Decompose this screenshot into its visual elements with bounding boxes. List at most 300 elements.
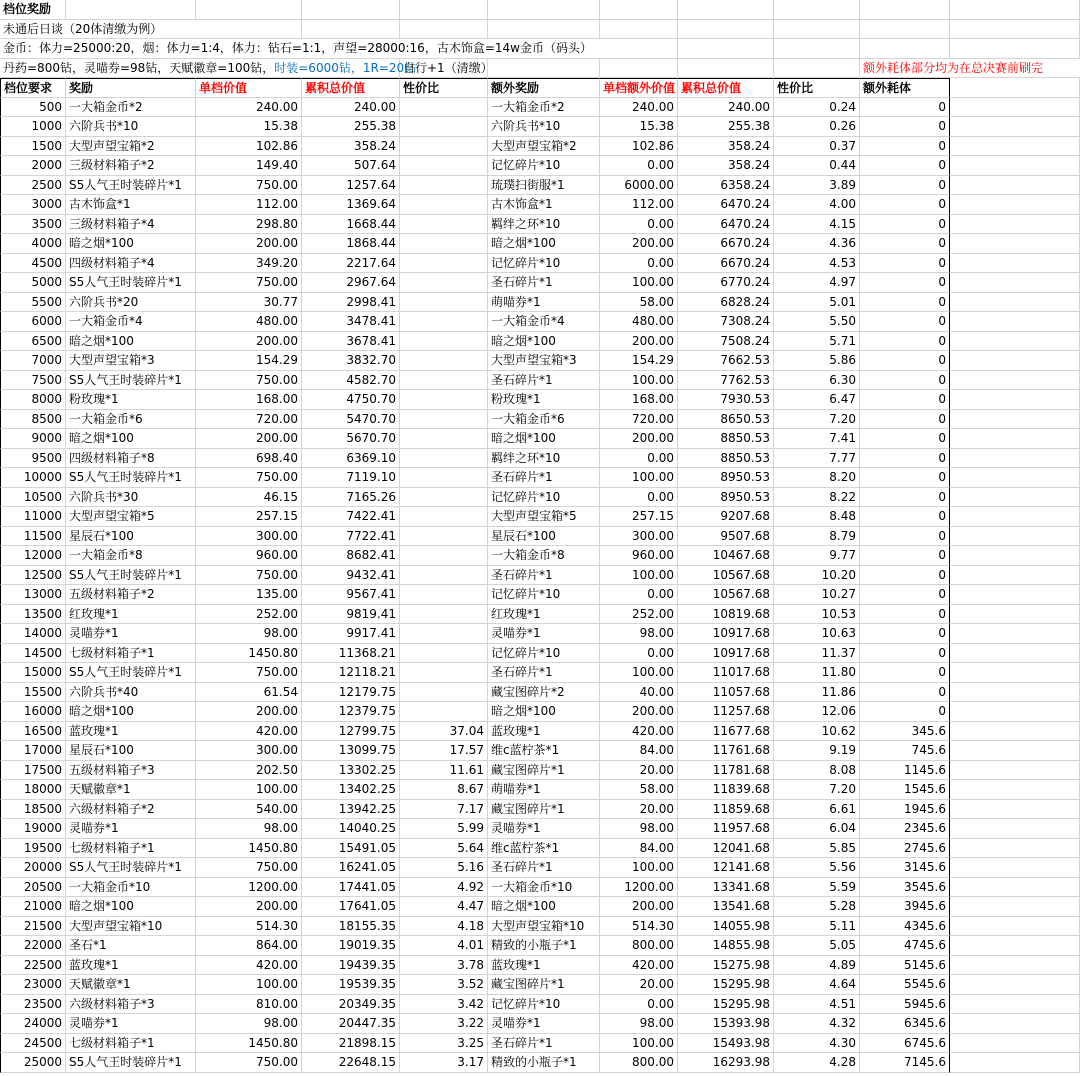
extra-stamina-cell[interactable]: 0 xyxy=(860,488,950,508)
cost-ratio-cell[interactable] xyxy=(400,566,488,586)
extra-tier-value-cell[interactable]: 200.00 xyxy=(600,897,678,917)
extra-cost-ratio-cell[interactable]: 5.28 xyxy=(774,897,860,917)
extra-tier-value-cell[interactable]: 200.00 xyxy=(600,429,678,449)
cost-ratio-cell[interactable] xyxy=(400,429,488,449)
empty-cell[interactable] xyxy=(950,839,1080,859)
reward-cell[interactable]: 古木饰盒*1 xyxy=(66,195,196,215)
cumulative-value-cell[interactable]: 4582.70 xyxy=(302,371,400,391)
extra-cumulative-value-cell[interactable]: 6828.24 xyxy=(678,293,774,313)
extra-tier-value-cell[interactable]: 112.00 xyxy=(600,195,678,215)
extra-reward-cell[interactable]: 藏宝图碎片*1 xyxy=(488,800,600,820)
reward-cell[interactable]: S5人气王时装碎片*1 xyxy=(66,176,196,196)
extra-tier-value-cell[interactable]: 200.00 xyxy=(600,234,678,254)
tier-requirement-cell[interactable]: 4500 xyxy=(0,254,66,274)
reward-cell[interactable]: 大型声望宝箱*5 xyxy=(66,507,196,527)
extra-cumulative-value-cell[interactable]: 11859.68 xyxy=(678,800,774,820)
empty-cell[interactable] xyxy=(950,332,1080,352)
extra-cumulative-value-cell[interactable]: 11761.68 xyxy=(678,741,774,761)
empty-cell[interactable] xyxy=(950,975,1080,995)
extra-stamina-cell[interactable]: 5545.6 xyxy=(860,975,950,995)
empty-cell[interactable] xyxy=(950,605,1080,625)
tier-requirement-cell[interactable]: 16500 xyxy=(0,722,66,742)
cumulative-value-cell[interactable]: 2967.64 xyxy=(302,273,400,293)
extra-tier-value-cell[interactable]: 0.00 xyxy=(600,254,678,274)
extra-cost-ratio-cell[interactable]: 7.77 xyxy=(774,449,860,469)
tier-value-cell[interactable]: 200.00 xyxy=(196,702,302,722)
extra-tier-value-cell[interactable]: 800.00 xyxy=(600,936,678,956)
extra-tier-value-cell[interactable]: 800.00 xyxy=(600,1053,678,1073)
reward-cell[interactable]: 暗之烟*100 xyxy=(66,234,196,254)
cost-ratio-cell[interactable] xyxy=(400,293,488,313)
reward-cell[interactable]: S5人气王时装碎片*1 xyxy=(66,468,196,488)
tier-value-cell[interactable]: 750.00 xyxy=(196,468,302,488)
extra-reward-cell[interactable]: 一大箱金币*4 xyxy=(488,312,600,332)
tier-value-cell[interactable]: 46.15 xyxy=(196,488,302,508)
extra-cost-ratio-cell[interactable]: 9.19 xyxy=(774,741,860,761)
extra-stamina-cell[interactable]: 6745.6 xyxy=(860,1034,950,1054)
cost-ratio-cell[interactable]: 7.17 xyxy=(400,800,488,820)
extra-reward-cell[interactable]: 记忆碎片*10 xyxy=(488,995,600,1015)
reward-cell[interactable]: 暗之烟*100 xyxy=(66,897,196,917)
tier-value-cell[interactable]: 810.00 xyxy=(196,995,302,1015)
extra-cumulative-value-cell[interactable]: 6670.24 xyxy=(678,254,774,274)
cost-ratio-cell[interactable]: 5.16 xyxy=(400,858,488,878)
cumulative-value-cell[interactable]: 12179.75 xyxy=(302,683,400,703)
tier-requirement-cell[interactable]: 22500 xyxy=(0,956,66,976)
cumulative-value-cell[interactable]: 1668.44 xyxy=(302,215,400,235)
extra-cost-ratio-cell[interactable]: 10.53 xyxy=(774,605,860,625)
extra-cost-ratio-cell[interactable]: 0.44 xyxy=(774,156,860,176)
extra-cumulative-value-cell[interactable]: 10567.68 xyxy=(678,566,774,586)
tier-requirement-cell[interactable]: 14000 xyxy=(0,624,66,644)
extra-stamina-cell[interactable]: 3945.6 xyxy=(860,897,950,917)
tier-value-cell[interactable]: 1450.80 xyxy=(196,1034,302,1054)
extra-stamina-cell[interactable]: 5145.6 xyxy=(860,956,950,976)
reward-cell[interactable]: 天赋徽章*1 xyxy=(66,975,196,995)
empty-cell[interactable] xyxy=(950,156,1080,176)
tier-requirement-cell[interactable]: 3500 xyxy=(0,215,66,235)
tier-value-cell[interactable]: 750.00 xyxy=(196,371,302,391)
tier-value-cell[interactable]: 514.30 xyxy=(196,917,302,937)
extra-reward-cell[interactable]: 大型声望宝箱*2 xyxy=(488,137,600,157)
extra-cost-ratio-cell[interactable]: 4.36 xyxy=(774,234,860,254)
extra-cumulative-value-cell[interactable]: 6670.24 xyxy=(678,234,774,254)
extra-tier-value-cell[interactable]: 100.00 xyxy=(600,468,678,488)
extra-stamina-cell[interactable]: 0 xyxy=(860,176,950,196)
extra-stamina-cell[interactable]: 0 xyxy=(860,546,950,566)
extra-stamina-cell[interactable]: 2745.6 xyxy=(860,839,950,859)
tier-requirement-cell[interactable]: 21000 xyxy=(0,897,66,917)
extra-stamina-cell[interactable]: 1945.6 xyxy=(860,800,950,820)
cumulative-value-cell[interactable]: 12379.75 xyxy=(302,702,400,722)
extra-tier-value-cell[interactable]: 420.00 xyxy=(600,956,678,976)
extra-tier-value-cell[interactable]: 960.00 xyxy=(600,546,678,566)
tier-requirement-cell[interactable]: 22000 xyxy=(0,936,66,956)
extra-stamina-cell[interactable]: 0 xyxy=(860,137,950,157)
extra-cost-ratio-cell[interactable]: 6.04 xyxy=(774,819,860,839)
cost-ratio-cell[interactable] xyxy=(400,585,488,605)
tier-value-cell[interactable]: 257.15 xyxy=(196,507,302,527)
tier-value-cell[interactable]: 1450.80 xyxy=(196,644,302,664)
extra-tier-value-cell[interactable]: 6000.00 xyxy=(600,176,678,196)
tier-value-cell[interactable]: 15.38 xyxy=(196,117,302,137)
extra-cost-ratio-cell[interactable]: 4.30 xyxy=(774,1034,860,1054)
extra-cumulative-value-cell[interactable]: 10917.68 xyxy=(678,644,774,664)
extra-reward-cell[interactable]: 圣石碎片*1 xyxy=(488,1034,600,1054)
tier-value-cell[interactable]: 750.00 xyxy=(196,858,302,878)
reward-cell[interactable]: 粉玫瑰*1 xyxy=(66,390,196,410)
extra-cost-ratio-cell[interactable]: 4.15 xyxy=(774,215,860,235)
extra-cost-ratio-cell[interactable]: 4.64 xyxy=(774,975,860,995)
extra-tier-value-cell[interactable]: 100.00 xyxy=(600,273,678,293)
extra-cumulative-value-cell[interactable]: 11957.68 xyxy=(678,819,774,839)
extra-cumulative-value-cell[interactable]: 7762.53 xyxy=(678,371,774,391)
extra-tier-value-cell[interactable]: 257.15 xyxy=(600,507,678,527)
cost-ratio-cell[interactable] xyxy=(400,449,488,469)
extra-cumulative-value-cell[interactable]: 13541.68 xyxy=(678,897,774,917)
tier-value-cell[interactable]: 750.00 xyxy=(196,663,302,683)
extra-cumulative-value-cell[interactable]: 6470.24 xyxy=(678,195,774,215)
empty-cell[interactable] xyxy=(950,702,1080,722)
extra-cumulative-value-cell[interactable]: 15295.98 xyxy=(678,975,774,995)
tier-value-cell[interactable]: 698.40 xyxy=(196,449,302,469)
empty-cell[interactable] xyxy=(950,527,1080,547)
extra-cumulative-value-cell[interactable]: 10467.68 xyxy=(678,546,774,566)
cost-ratio-cell[interactable] xyxy=(400,234,488,254)
extra-cost-ratio-cell[interactable]: 5.56 xyxy=(774,858,860,878)
extra-reward-cell[interactable]: 灵喵券*1 xyxy=(488,624,600,644)
extra-stamina-cell[interactable]: 7145.6 xyxy=(860,1053,950,1073)
extra-cost-ratio-cell[interactable]: 0.26 xyxy=(774,117,860,137)
header-cell[interactable]: 性价比 xyxy=(400,78,488,98)
extra-stamina-cell[interactable]: 0 xyxy=(860,527,950,547)
extra-cost-ratio-cell[interactable]: 4.53 xyxy=(774,254,860,274)
empty-cell[interactable] xyxy=(950,410,1080,430)
cost-ratio-cell[interactable]: 17.57 xyxy=(400,741,488,761)
tier-requirement-cell[interactable]: 19000 xyxy=(0,819,66,839)
reward-cell[interactable]: S5人气王时装碎片*1 xyxy=(66,663,196,683)
tier-value-cell[interactable]: 135.00 xyxy=(196,585,302,605)
empty-cell[interactable] xyxy=(950,98,1080,118)
empty-cell[interactable] xyxy=(950,390,1080,410)
tier-requirement-cell[interactable]: 2000 xyxy=(0,156,66,176)
extra-stamina-cell[interactable]: 0 xyxy=(860,293,950,313)
cumulative-value-cell[interactable]: 2998.41 xyxy=(302,293,400,313)
cost-ratio-cell[interactable]: 4.18 xyxy=(400,917,488,937)
extra-cost-ratio-cell[interactable]: 5.50 xyxy=(774,312,860,332)
extra-tier-value-cell[interactable]: 100.00 xyxy=(600,858,678,878)
extra-tier-value-cell[interactable]: 20.00 xyxy=(600,975,678,995)
tier-requirement-cell[interactable]: 14500 xyxy=(0,644,66,664)
cost-ratio-cell[interactable]: 3.22 xyxy=(400,1014,488,1034)
reward-cell[interactable]: 一大箱金币*8 xyxy=(66,546,196,566)
extra-stamina-cell[interactable]: 1545.6 xyxy=(860,780,950,800)
extra-tier-value-cell[interactable]: 100.00 xyxy=(600,371,678,391)
cumulative-value-cell[interactable]: 19539.35 xyxy=(302,975,400,995)
extra-reward-cell[interactable]: 精致的小瓶子*1 xyxy=(488,1053,600,1073)
tier-value-cell[interactable]: 102.86 xyxy=(196,137,302,157)
tier-value-cell[interactable]: 420.00 xyxy=(196,722,302,742)
header-cell[interactable]: 档位要求 xyxy=(0,78,66,98)
tier-requirement-cell[interactable]: 18000 xyxy=(0,780,66,800)
cumulative-value-cell[interactable]: 9567.41 xyxy=(302,585,400,605)
extra-cost-ratio-cell[interactable]: 10.63 xyxy=(774,624,860,644)
extra-stamina-cell[interactable]: 0 xyxy=(860,215,950,235)
reward-cell[interactable]: S5人气王时装碎片*1 xyxy=(66,371,196,391)
tier-value-cell[interactable]: 349.20 xyxy=(196,254,302,274)
extra-tier-value-cell[interactable]: 720.00 xyxy=(600,410,678,430)
tier-requirement-cell[interactable]: 24500 xyxy=(0,1034,66,1054)
cumulative-value-cell[interactable]: 17441.05 xyxy=(302,878,400,898)
extra-cost-ratio-cell[interactable]: 11.37 xyxy=(774,644,860,664)
reward-cell[interactable]: 六阶兵书*30 xyxy=(66,488,196,508)
extra-reward-cell[interactable]: 灵喵券*1 xyxy=(488,1014,600,1034)
tier-value-cell[interactable]: 98.00 xyxy=(196,624,302,644)
tier-value-cell[interactable]: 112.00 xyxy=(196,195,302,215)
extra-cost-ratio-cell[interactable]: 10.62 xyxy=(774,722,860,742)
extra-cumulative-value-cell[interactable]: 8850.53 xyxy=(678,449,774,469)
extra-reward-cell[interactable]: 蓝玫瑰*1 xyxy=(488,956,600,976)
tier-value-cell[interactable]: 200.00 xyxy=(196,332,302,352)
extra-tier-value-cell[interactable]: 0.00 xyxy=(600,488,678,508)
tier-value-cell[interactable]: 200.00 xyxy=(196,234,302,254)
tier-value-cell[interactable]: 298.80 xyxy=(196,215,302,235)
extra-cumulative-value-cell[interactable]: 6470.24 xyxy=(678,215,774,235)
empty-cell[interactable] xyxy=(950,644,1080,664)
cumulative-value-cell[interactable]: 358.24 xyxy=(302,137,400,157)
rates-line[interactable]: 金币：体力=25000:20，烟：体力=1:4，体力：钻石=1:1，声望=28000:16，古木饰盒=14w金币（码头） xyxy=(0,39,600,59)
tier-value-cell[interactable]: 100.00 xyxy=(196,780,302,800)
empty-cell[interactable] xyxy=(950,117,1080,137)
extra-stamina-cell[interactable]: 1145.6 xyxy=(860,761,950,781)
cost-ratio-cell[interactable] xyxy=(400,137,488,157)
tier-value-cell[interactable]: 1200.00 xyxy=(196,878,302,898)
tier-requirement-cell[interactable]: 500 xyxy=(0,98,66,118)
tier-value-cell[interactable]: 240.00 xyxy=(196,98,302,118)
cumulative-value-cell[interactable]: 9819.41 xyxy=(302,605,400,625)
empty-cell[interactable] xyxy=(950,624,1080,644)
header-cell[interactable]: 额外奖励 xyxy=(488,78,600,98)
extra-cost-ratio-cell[interactable]: 8.22 xyxy=(774,488,860,508)
extra-cumulative-value-cell[interactable]: 240.00 xyxy=(678,98,774,118)
extra-cumulative-value-cell[interactable]: 15493.98 xyxy=(678,1034,774,1054)
empty-cell[interactable] xyxy=(950,546,1080,566)
cumulative-value-cell[interactable]: 19019.35 xyxy=(302,936,400,956)
empty-cell[interactable] xyxy=(950,293,1080,313)
extra-stamina-cell[interactable]: 0 xyxy=(860,156,950,176)
reward-cell[interactable]: 一大箱金币*4 xyxy=(66,312,196,332)
reward-cell[interactable]: 圣石*1 xyxy=(66,936,196,956)
cost-ratio-cell[interactable] xyxy=(400,117,488,137)
cost-ratio-cell[interactable]: 11.61 xyxy=(400,761,488,781)
rates2-part-c[interactable]: 自行+1（清缴） xyxy=(400,59,488,79)
cumulative-value-cell[interactable]: 18155.35 xyxy=(302,917,400,937)
cost-ratio-cell[interactable]: 4.01 xyxy=(400,936,488,956)
extra-cumulative-value-cell[interactable]: 9207.68 xyxy=(678,507,774,527)
cost-ratio-cell[interactable] xyxy=(400,371,488,391)
reward-cell[interactable]: 星辰石*100 xyxy=(66,527,196,547)
extra-cost-ratio-cell[interactable]: 8.48 xyxy=(774,507,860,527)
cost-ratio-cell[interactable] xyxy=(400,98,488,118)
reward-cell[interactable]: 灵喵券*1 xyxy=(66,1014,196,1034)
extra-cost-ratio-cell[interactable]: 4.97 xyxy=(774,273,860,293)
rates2-cell[interactable] xyxy=(0,59,417,79)
extra-cost-ratio-cell[interactable]: 11.86 xyxy=(774,683,860,703)
extra-cost-ratio-cell[interactable]: 7.20 xyxy=(774,780,860,800)
header-cell[interactable]: 累积总价值 xyxy=(302,78,400,98)
reward-cell[interactable]: 天赋徽章*1 xyxy=(66,780,196,800)
cumulative-value-cell[interactable]: 19439.35 xyxy=(302,956,400,976)
header-cell[interactable]: 性价比 xyxy=(774,78,860,98)
cost-ratio-cell[interactable] xyxy=(400,176,488,196)
extra-cumulative-value-cell[interactable]: 7508.24 xyxy=(678,332,774,352)
reward-cell[interactable]: 五级材料箱子*2 xyxy=(66,585,196,605)
extra-stamina-cell[interactable]: 0 xyxy=(860,468,950,488)
empty-cell[interactable] xyxy=(950,371,1080,391)
tier-value-cell[interactable]: 1450.80 xyxy=(196,839,302,859)
cumulative-value-cell[interactable]: 4750.70 xyxy=(302,390,400,410)
extra-reward-cell[interactable]: 大型声望宝箱*10 xyxy=(488,917,600,937)
cumulative-value-cell[interactable]: 20349.35 xyxy=(302,995,400,1015)
extra-cumulative-value-cell[interactable]: 8850.53 xyxy=(678,429,774,449)
extra-stamina-cell[interactable]: 0 xyxy=(860,117,950,137)
empty-cell[interactable] xyxy=(950,566,1080,586)
extra-tier-value-cell[interactable]: 420.00 xyxy=(600,722,678,742)
extra-tier-value-cell[interactable]: 514.30 xyxy=(600,917,678,937)
empty-cell[interactable] xyxy=(950,1034,1080,1054)
extra-tier-value-cell[interactable]: 100.00 xyxy=(600,663,678,683)
cost-ratio-cell[interactable]: 3.25 xyxy=(400,1034,488,1054)
extra-tier-value-cell[interactable]: 58.00 xyxy=(600,293,678,313)
extra-tier-value-cell[interactable]: 480.00 xyxy=(600,312,678,332)
cumulative-value-cell[interactable]: 13402.25 xyxy=(302,780,400,800)
reward-cell[interactable]: S5人气王时装碎片*1 xyxy=(66,1053,196,1073)
tier-value-cell[interactable]: 252.00 xyxy=(196,605,302,625)
tier-requirement-cell[interactable]: 23500 xyxy=(0,995,66,1015)
extra-stamina-cell[interactable]: 0 xyxy=(860,507,950,527)
extra-tier-value-cell[interactable]: 98.00 xyxy=(600,1014,678,1034)
extra-stamina-cell[interactable]: 5945.6 xyxy=(860,995,950,1015)
tier-requirement-cell[interactable]: 1000 xyxy=(0,117,66,137)
empty-cell[interactable] xyxy=(950,234,1080,254)
extra-cumulative-value-cell[interactable]: 15295.98 xyxy=(678,995,774,1015)
reward-cell[interactable]: 四级材料箱子*4 xyxy=(66,254,196,274)
extra-tier-value-cell[interactable]: 20.00 xyxy=(600,800,678,820)
extra-cumulative-value-cell[interactable]: 15393.98 xyxy=(678,1014,774,1034)
empty-cell[interactable] xyxy=(950,683,1080,703)
tier-requirement-cell[interactable]: 7000 xyxy=(0,351,66,371)
reward-cell[interactable]: 蓝玫瑰*1 xyxy=(66,956,196,976)
empty-cell[interactable] xyxy=(950,878,1080,898)
tier-value-cell[interactable]: 200.00 xyxy=(196,429,302,449)
extra-cost-ratio-cell[interactable]: 4.28 xyxy=(774,1053,860,1073)
extra-reward-cell[interactable]: 圣石碎片*1 xyxy=(488,566,600,586)
extra-reward-cell[interactable]: 记忆碎片*10 xyxy=(488,488,600,508)
cumulative-value-cell[interactable]: 240.00 xyxy=(302,98,400,118)
tier-requirement-cell[interactable]: 18500 xyxy=(0,800,66,820)
extra-stamina-cell[interactable]: 3145.6 xyxy=(860,858,950,878)
empty-cell[interactable] xyxy=(950,176,1080,196)
extra-reward-cell[interactable]: 萌喵券*1 xyxy=(488,780,600,800)
cumulative-value-cell[interactable]: 7722.41 xyxy=(302,527,400,547)
extra-stamina-cell[interactable]: 2345.6 xyxy=(860,819,950,839)
tier-value-cell[interactable]: 100.00 xyxy=(196,975,302,995)
extra-cumulative-value-cell[interactable]: 13341.68 xyxy=(678,878,774,898)
extra-tier-value-cell[interactable]: 102.86 xyxy=(600,137,678,157)
cumulative-value-cell[interactable]: 3678.41 xyxy=(302,332,400,352)
extra-tier-value-cell[interactable]: 58.00 xyxy=(600,780,678,800)
extra-reward-cell[interactable]: 圣石碎片*1 xyxy=(488,663,600,683)
cumulative-value-cell[interactable]: 3832.70 xyxy=(302,351,400,371)
extra-tier-value-cell[interactable]: 300.00 xyxy=(600,527,678,547)
cost-ratio-cell[interactable] xyxy=(400,702,488,722)
tier-value-cell[interactable]: 300.00 xyxy=(196,741,302,761)
extra-tier-value-cell[interactable]: 84.00 xyxy=(600,741,678,761)
cost-ratio-cell[interactable] xyxy=(400,605,488,625)
empty-cell[interactable] xyxy=(950,351,1080,371)
tier-value-cell[interactable]: 960.00 xyxy=(196,546,302,566)
cost-ratio-cell[interactable] xyxy=(400,683,488,703)
reward-cell[interactable]: 蓝玫瑰*1 xyxy=(66,722,196,742)
extra-reward-cell[interactable]: 红玫瑰*1 xyxy=(488,605,600,625)
empty-cell[interactable] xyxy=(950,936,1080,956)
extra-cumulative-value-cell[interactable]: 11677.68 xyxy=(678,722,774,742)
extra-cumulative-value-cell[interactable]: 8950.53 xyxy=(678,468,774,488)
reward-cell[interactable]: 红玫瑰*1 xyxy=(66,605,196,625)
cost-ratio-cell[interactable] xyxy=(400,195,488,215)
reward-cell[interactable]: 七级材料箱子*1 xyxy=(66,839,196,859)
extra-stamina-cell[interactable]: 0 xyxy=(860,683,950,703)
extra-cost-ratio-cell[interactable]: 5.05 xyxy=(774,936,860,956)
extra-cost-ratio-cell[interactable]: 12.06 xyxy=(774,702,860,722)
cost-ratio-cell[interactable]: 3.17 xyxy=(400,1053,488,1073)
cumulative-value-cell[interactable]: 22648.15 xyxy=(302,1053,400,1073)
cumulative-value-cell[interactable]: 16241.05 xyxy=(302,858,400,878)
extra-tier-value-cell[interactable]: 200.00 xyxy=(600,702,678,722)
extra-tier-value-cell[interactable]: 0.00 xyxy=(600,995,678,1015)
cumulative-value-cell[interactable]: 507.64 xyxy=(302,156,400,176)
tier-requirement-cell[interactable]: 21500 xyxy=(0,917,66,937)
extra-cost-ratio-cell[interactable]: 8.79 xyxy=(774,527,860,547)
extra-tier-value-cell[interactable]: 0.00 xyxy=(600,156,678,176)
reward-cell[interactable]: 七级材料箱子*1 xyxy=(66,644,196,664)
empty-cell[interactable] xyxy=(950,800,1080,820)
extra-tier-value-cell[interactable]: 0.00 xyxy=(600,644,678,664)
extra-stamina-cell[interactable]: 0 xyxy=(860,663,950,683)
extra-reward-cell[interactable]: 蓝玫瑰*1 xyxy=(488,722,600,742)
cost-ratio-cell[interactable] xyxy=(400,663,488,683)
extra-stamina-cell[interactable]: 4745.6 xyxy=(860,936,950,956)
tier-value-cell[interactable]: 168.00 xyxy=(196,390,302,410)
extra-stamina-cell[interactable]: 0 xyxy=(860,351,950,371)
empty-cell[interactable] xyxy=(950,722,1080,742)
extra-cumulative-value-cell[interactable]: 12041.68 xyxy=(678,839,774,859)
extra-cost-ratio-cell[interactable]: 6.30 xyxy=(774,371,860,391)
reward-cell[interactable]: 三级材料箱子*4 xyxy=(66,215,196,235)
reward-cell[interactable]: 灵喵券*1 xyxy=(66,819,196,839)
extra-cumulative-value-cell[interactable]: 14055.98 xyxy=(678,917,774,937)
extra-cost-ratio-cell[interactable]: 6.47 xyxy=(774,390,860,410)
extra-stamina-cell[interactable]: 745.6 xyxy=(860,741,950,761)
extra-cumulative-value-cell[interactable]: 14855.98 xyxy=(678,936,774,956)
extra-tier-value-cell[interactable]: 100.00 xyxy=(600,1034,678,1054)
cost-ratio-cell[interactable] xyxy=(400,332,488,352)
extra-reward-cell[interactable]: 萌喵券*1 xyxy=(488,293,600,313)
extra-cumulative-value-cell[interactable]: 11839.68 xyxy=(678,780,774,800)
extra-stamina-cell[interactable]: 3545.6 xyxy=(860,878,950,898)
extra-cumulative-value-cell[interactable]: 11057.68 xyxy=(678,683,774,703)
extra-reward-cell[interactable]: 大型声望宝箱*5 xyxy=(488,507,600,527)
